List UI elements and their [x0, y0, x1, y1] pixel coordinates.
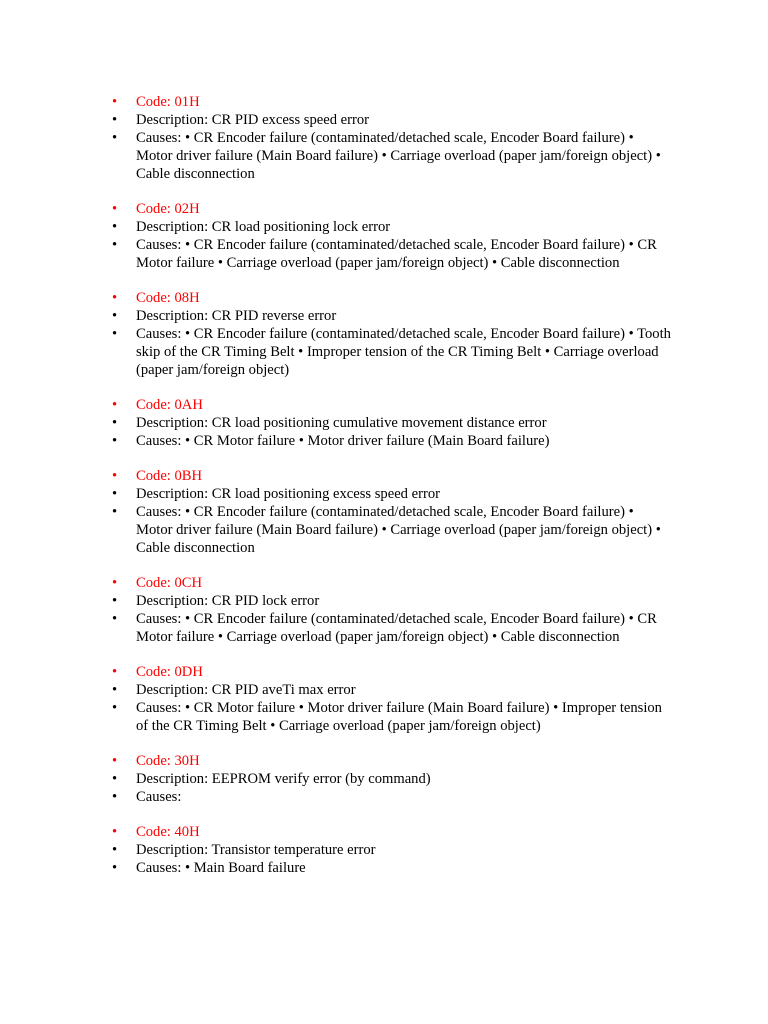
error-description-text: Description: CR load positioning cumulative movement distance error — [136, 415, 547, 431]
bullet-icon: • — [112, 308, 118, 324]
error-description-item — [112, 592, 672, 610]
error-description-item — [112, 111, 672, 129]
error-code-item — [112, 663, 672, 681]
error-entry — [112, 467, 672, 557]
error-causes-item — [112, 432, 672, 450]
error-entry — [112, 289, 672, 379]
error-description-item — [112, 485, 672, 503]
error-code-text: Code: 02H — [136, 201, 200, 217]
error-causes-item — [112, 236, 672, 272]
error-code-text: Code: 0BH — [136, 468, 203, 484]
bullet-icon: • — [112, 504, 118, 520]
error-entry — [112, 396, 672, 450]
bullet-icon: • — [112, 575, 118, 591]
error-code-item — [112, 823, 672, 841]
error-code-item — [112, 752, 672, 770]
error-causes-item — [112, 699, 672, 735]
bullet-icon: • — [112, 486, 118, 502]
error-description-text: Description: CR PID aveTi max error — [136, 682, 356, 698]
error-code-item — [112, 289, 672, 307]
error-description-text: Description: CR load positioning excess speed error — [136, 486, 440, 502]
error-entry — [112, 663, 672, 735]
bullet-icon: • — [112, 130, 118, 146]
bullet-icon: • — [112, 397, 118, 413]
error-causes-text: Causes: — [136, 789, 182, 805]
error-entry — [112, 823, 672, 877]
bullet-icon: • — [112, 326, 118, 342]
bullet-icon: • — [112, 700, 118, 716]
bullet-icon: • — [112, 219, 118, 235]
error-causes-text: Causes: • Main Board failure — [136, 860, 306, 876]
bullet-icon: • — [112, 468, 118, 484]
error-code-text: Code: 0DH — [136, 664, 203, 680]
error-causes-item — [112, 859, 672, 877]
bullet-icon: • — [112, 860, 118, 876]
error-causes-item — [112, 503, 672, 557]
bullet-icon: • — [112, 94, 118, 110]
error-entry — [112, 574, 672, 646]
bullet-icon: • — [112, 789, 118, 805]
bullet-icon: • — [112, 290, 118, 306]
bullet-icon: • — [112, 201, 118, 217]
error-code-text: Code: 0CH — [136, 575, 203, 591]
error-code-text: Code: 08H — [136, 290, 200, 306]
error-entry — [112, 93, 672, 183]
error-code-item — [112, 574, 672, 592]
error-description-text: Description: CR PID lock error — [136, 593, 320, 609]
error-description-item — [112, 841, 672, 859]
error-causes-text: Causes: • CR Motor failure • Motor driver failure (Main Board failure) • Improper tension of the CR Timing Belt • Carriage overload (paper jam/foreign object) — [136, 700, 662, 734]
error-code-text: Code: 01H — [136, 94, 200, 110]
error-code-list — [112, 93, 672, 894]
error-causes-item — [112, 788, 672, 806]
error-description-item — [112, 307, 672, 325]
error-code-item — [112, 93, 672, 111]
bullet-icon: • — [112, 682, 118, 698]
error-description-text: Description: CR PID reverse error — [136, 308, 337, 324]
error-entry — [112, 200, 672, 272]
bullet-icon: • — [112, 824, 118, 840]
error-description-text: Description: CR load positioning lock error — [136, 219, 391, 235]
error-code-item — [112, 467, 672, 485]
error-description-text: Description: Transistor temperature error — [136, 842, 376, 858]
error-entry — [112, 752, 672, 806]
bullet-icon: • — [112, 237, 118, 253]
bullet-icon: • — [112, 415, 118, 431]
error-description-text: Description: CR PID excess speed error — [136, 112, 370, 128]
error-code-text: Code: 40H — [136, 824, 200, 840]
bullet-icon: • — [112, 611, 118, 627]
error-causes-text: Causes: • CR Encoder failure (contaminated/detached scale, Encoder Board failure) • CR Motor failure • Carriage overload (paper jam/foreign object) • Cable disconnection — [136, 611, 657, 645]
error-causes-text: Causes: • CR Encoder failure (contaminated/detached scale, Encoder Board failure) • CR Motor failure • Carriage overload (paper jam/foreign object) • Cable disconnection — [136, 237, 657, 271]
error-code-item — [112, 396, 672, 414]
error-code-text: Code: 0AH — [136, 397, 203, 413]
error-causes-text: Causes: • CR Encoder failure (contaminated/detached scale, Encoder Board failure) • Motor driver failure (Main Board failure) • Carriage overload (paper jam/foreign object) • Cable disconnection — [136, 504, 661, 556]
bullet-icon: • — [112, 112, 118, 128]
error-causes-item — [112, 129, 672, 183]
error-causes-text: Causes: • CR Encoder failure (contaminated/detached scale, Encoder Board failure) • Motor driver failure (Main Board failure) • Carriage overload (paper jam/foreign object) • Cable disconnection — [136, 130, 661, 182]
error-causes-item — [112, 610, 672, 646]
error-description-item — [112, 770, 672, 788]
bullet-icon: • — [112, 771, 118, 787]
bullet-icon: • — [112, 842, 118, 858]
bullet-icon: • — [112, 753, 118, 769]
error-code-item — [112, 200, 672, 218]
bullet-icon: • — [112, 593, 118, 609]
error-description-item — [112, 414, 672, 432]
bullet-icon: • — [112, 664, 118, 680]
bullet-icon: • — [112, 433, 118, 449]
error-causes-text: Causes: • CR Motor failure • Motor driver failure (Main Board failure) — [136, 433, 550, 449]
error-description-item — [112, 681, 672, 699]
error-description-item — [112, 218, 672, 236]
error-description-text: Description: EEPROM verify error (by command) — [136, 771, 431, 787]
error-causes-item — [112, 325, 672, 379]
error-causes-text: Causes: • CR Encoder failure (contaminated/detached scale, Encoder Board failure) • Tooth skip of the CR Timing Belt • Improper tension of the CR Timing Belt • Carriage overload (paper jam/foreign object) — [136, 326, 671, 378]
error-code-text: Code: 30H — [136, 753, 200, 769]
